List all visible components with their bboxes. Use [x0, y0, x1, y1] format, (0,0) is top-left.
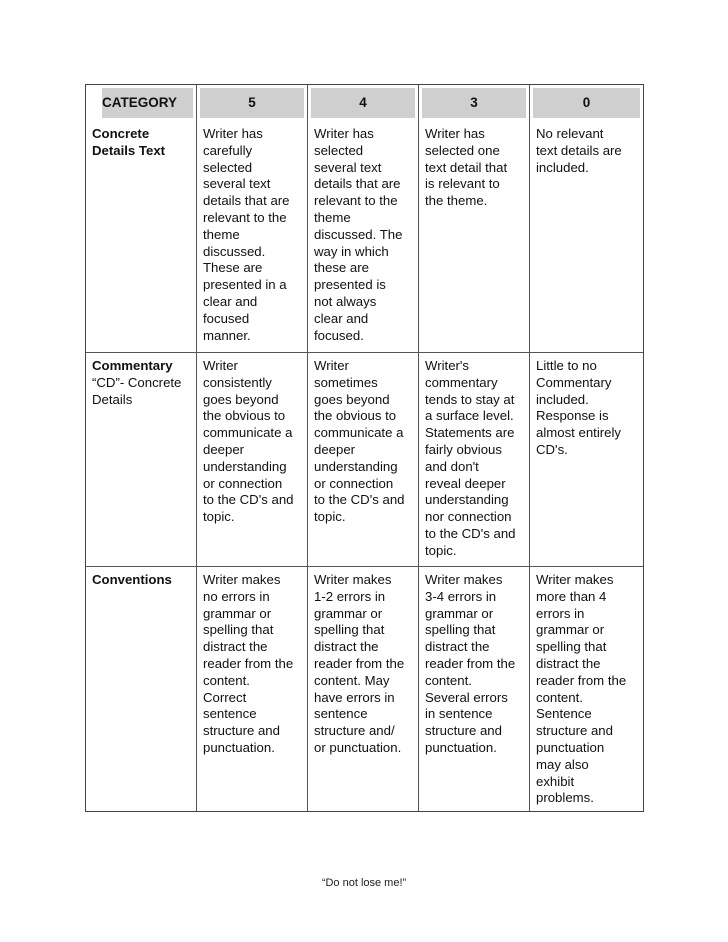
criteria-cell	[197, 121, 308, 353]
criteria-text: Writer sometimes goes beyond the obvious to communicate a deeper understanding or connection to the CD's and topic.	[314, 358, 405, 525]
criteria-cell	[530, 121, 643, 353]
criteria-text: No relevant text details are included.	[536, 126, 622, 175]
criteria-cell	[419, 567, 530, 811]
criteria-cell	[308, 353, 419, 567]
category-title: Commentary	[92, 358, 173, 373]
header-category: CATEGORY	[86, 85, 197, 121]
header-score-5: 5	[197, 85, 308, 121]
footer-note: “Do not lose me!”	[321, 877, 407, 889]
category-label	[86, 353, 196, 412]
header-score-0: 0	[530, 85, 643, 121]
criteria-text: Writer makes 1-2 errors in grammar or spelling that distract the reader from the content. May have errors in sentence structure and/ or punctuation.	[314, 572, 405, 755]
criteria-cell	[308, 567, 419, 811]
criteria-text: Little to no Commentary included. Response is almost entirely CD's.	[536, 358, 622, 457]
table-row	[86, 121, 643, 353]
category-label: Conventions	[92, 572, 172, 587]
criteria-cell	[419, 353, 530, 567]
header-score-3: 3	[419, 85, 530, 121]
category-label: Concrete Details Text	[92, 126, 166, 158]
table-row	[86, 567, 643, 811]
criteria-text: Writer has selected one text detail that is relevant to the theme.	[425, 126, 508, 209]
criteria-cell	[530, 353, 643, 567]
criteria-cell	[419, 121, 530, 353]
criteria-cell	[308, 121, 419, 353]
criteria-cell	[197, 567, 308, 811]
header-row	[86, 85, 643, 121]
criteria-text: Writer consistently goes beyond the obvious to communicate a deeper understanding or connection to the CD's and topic.	[203, 358, 294, 525]
criteria-text: Writer makes no errors in grammar or spelling that distract the reader from the content. Correct sentence structure and punctuation.	[203, 572, 294, 755]
rubric-table	[85, 84, 644, 812]
criteria-text: Writer makes more than 4 errors in grammar or spelling that distract the reader from the content. Sentence structure and punctuation may also exhibit problems.	[536, 572, 627, 806]
criteria-text: Writer has selected several text details that are relevant to the theme discussed. The way in which these are presented is not always clear and focused.	[314, 126, 403, 343]
criteria-text: Writer's commentary tends to stay at a surface level. Statements are fairly obvious and don't reveal deeper understanding nor connection to the CD's and topic.	[425, 358, 516, 558]
category-cell	[86, 121, 197, 353]
category-cell	[86, 353, 197, 567]
criteria-text: Writer has carefully selected several text details that are relevant to the theme discussed. These are presented in a clear and focused manner.	[203, 126, 290, 343]
category-cell	[86, 567, 197, 811]
header-score-4: 4	[308, 85, 419, 121]
table-row	[86, 353, 643, 567]
criteria-text: Writer makes 3-4 errors in grammar or spelling that distract the reader from the content. Several errors in sentence structure and punctuation.	[425, 572, 516, 755]
category-subtitle: “CD”- Concrete Details	[92, 374, 182, 407]
criteria-cell	[530, 567, 643, 811]
criteria-cell	[197, 353, 308, 567]
